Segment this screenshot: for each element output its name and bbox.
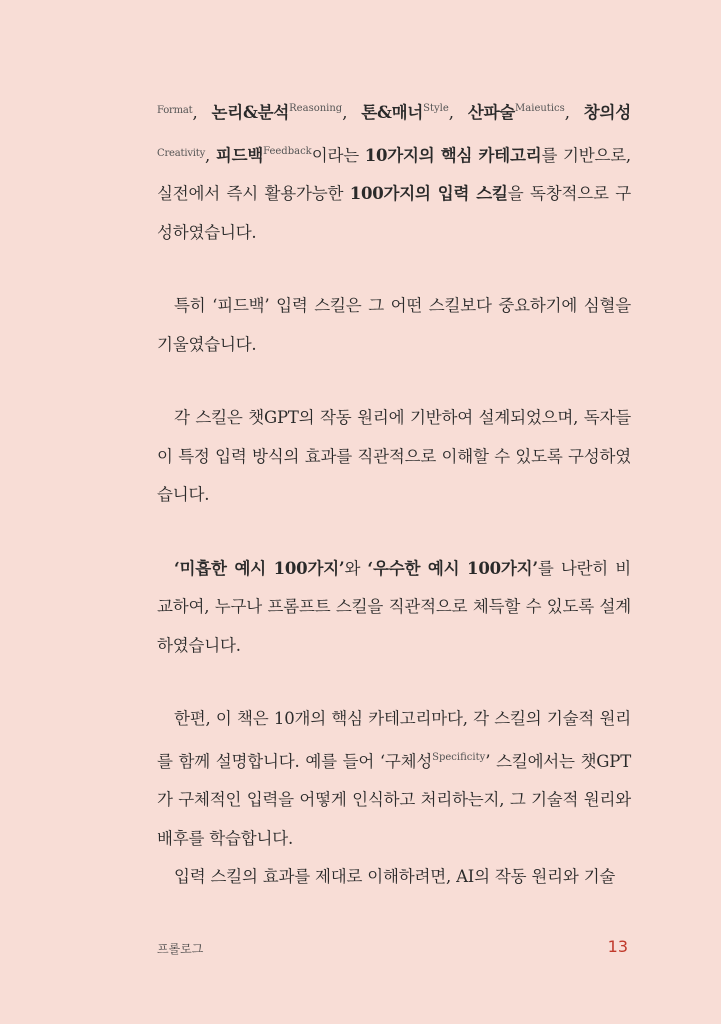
bold-text: 100가지의 입력 스킬 [349,184,508,203]
bold-text: 톤&매너 [361,103,424,122]
paragraph-categories [157,90,631,252]
paragraph-continuation [157,858,631,897]
body-text: 각 스킬은 챗GPT의 작동 원리에 기반하여 설계되었으며, 독자들이 특정 입력 방식의 효과를 직관적으로 이해할 수 있도록 구성하였습니다. [157,408,631,504]
page-number: 13 [607,937,628,956]
body-text: ’ 스킬에서는 챗GPT가 구체적인 입력을 어떻게 인식하고 처리하는지, 그 기술적 원리와 배후를 학습합니다. [157,751,631,848]
body-text: 와 [344,558,368,578]
english-term: Reasoning [289,103,343,114]
body-text: 를 나란히 비교하여, 누구나 프롬프트 스킬을 직관적으로 체득할 수 있도록 설계하였습니다. [157,558,631,655]
body-text: , [342,103,362,122]
paragraph-gap [157,364,631,399]
body-text: 를 기반으로, 실전에서 즉시 활용가능한 [157,145,631,203]
body-text: , [205,145,216,165]
body-text: , [564,103,584,122]
bold-text: 산파술 [467,103,516,122]
bold-text: 피드백 [215,145,264,165]
bold-text: ‘미흡한 예시 100가지’ [174,558,345,578]
body-text: 을 독창적으로 구성하였습니다. [157,184,632,242]
bold-text: 10가지의 핵심 카테고리 [364,145,542,165]
english-term: Style [423,103,449,114]
section-label: 프롤로그 [157,942,204,956]
paragraph-design [157,399,631,515]
body-text: 이라는 [311,145,365,165]
english-term: Creativity [157,147,206,159]
page-body [157,90,631,897]
bold-text: 논리&분석 [211,103,290,122]
paragraph-principles [157,700,631,858]
english-term: Format [157,105,193,116]
body-text: 특히 ‘피드백’ 입력 스킬은 그 어떤 스킬보다 중요하기에 심혈을 기울였습니다. [157,296,631,354]
english-term: Maieutics [515,103,565,114]
english-term: Specificity [432,751,486,763]
paragraph-gap [157,665,631,700]
paragraph-examples [157,550,631,666]
english-term: Feedback [263,145,312,157]
body-text: 한편, 이 책은 10개의 핵심 카테고리마다, 각 스킬의 기술적 원리를 함께 설명합니다. 예를 들어 ‘구체성 [157,709,631,771]
bold-text: 창의성 [583,103,632,122]
body-text: 입력 스킬의 효과를 제대로 이해하려면, AI의 작동 원리와 기술 [174,867,616,886]
paragraph-feedback [157,287,631,364]
paragraph-gap [157,252,631,287]
body-text: , [192,103,212,122]
paragraph-gap [157,515,631,550]
body-text: , [448,103,468,122]
bold-text: ‘우수한 예시 100가지’ [367,558,538,578]
